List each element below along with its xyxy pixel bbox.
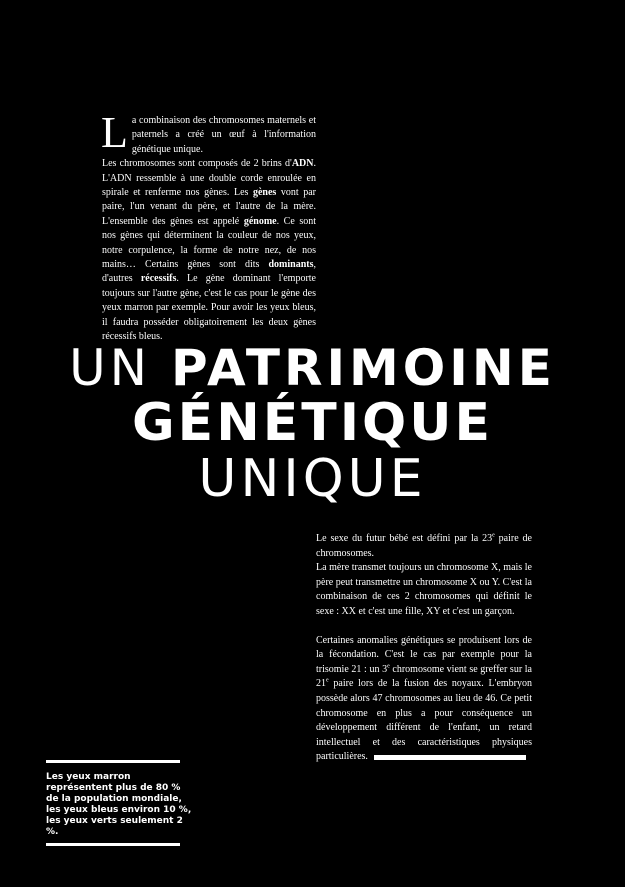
title-line-2: GÉNÉTIQUE bbox=[131, 393, 493, 453]
intro-second-paragraph bbox=[102, 157, 316, 344]
term-genes: gènes bbox=[252, 187, 277, 199]
superscript: e bbox=[387, 663, 390, 670]
intro-paragraph bbox=[101, 108, 317, 345]
right-column bbox=[316, 532, 532, 765]
intro-text-1: a combinaison des chromosomes maternels et paternels a créé un œuf à l'information génétique unique. bbox=[131, 115, 316, 155]
intro-first-paragraph bbox=[101, 108, 316, 157]
title-line-3: UNIQUE bbox=[198, 449, 427, 509]
right-text-3a: Certaines anomalies génétiques se produisent lors de la fécondation. C'est le cas par exemple pour la trisomie 21 : un 3 bbox=[316, 634, 532, 675]
paragraph-gap bbox=[316, 620, 532, 634]
title-word-un: UN bbox=[69, 339, 171, 397]
intro-text-2c: . L'ADN ressemble à une double corde enroulée en spirale et renferme nos gènes. Les bbox=[102, 158, 316, 199]
intro-text-2i: , d'autres bbox=[102, 259, 316, 285]
drop-cap: L bbox=[101, 108, 128, 157]
right-paragraph-3 bbox=[316, 634, 532, 765]
superscript: e bbox=[492, 532, 495, 539]
note-bottom-rule bbox=[46, 843, 180, 846]
right-text-1a: Le sexe du futur bébé est défini par la 23 bbox=[316, 533, 493, 544]
term-genome: génome bbox=[243, 215, 277, 227]
title-line-1 bbox=[0, 339, 625, 397]
side-note: Les yeux marron représentent plus de 80 % de la population mondiale, les yeux bleus environ 10 %, les yeux verts seulement 2 %. bbox=[46, 772, 192, 837]
intro-text-2g: . Ce sont nos gènes qui déterminent la couleur de nos yeux, notre corpulence, la forme de notre nez, de nos mains… Certains gènes sont dits bbox=[102, 215, 317, 271]
page-title bbox=[0, 339, 625, 509]
right-paragraph-1 bbox=[316, 532, 532, 561]
right-text-3b: chromosome vient se greffer sur la 21 bbox=[316, 663, 532, 690]
intro-text-2a: Les chromosomes sont composés de 2 brins d' bbox=[102, 158, 292, 170]
intro-text-2k: . Le gène dominant l'emporte toujours sur l'autre gène, c'est le cas pour le gène des yeux marron par exemple. Pour avoir les yeux bleus, il faudra posséder obligatoirement les deux gènes récessifs bleus. bbox=[102, 273, 316, 343]
superscript: e bbox=[326, 678, 329, 685]
right-text-3c: paire lors de la fusion des noyaux. L'embryon possède alors 47 chromosomes au lieu de 46. Ce petit chromosome en plus a pour conséquence un développement différent de l'enfant, un retard intellectuel et des caractéristiques physiques particulières. bbox=[316, 678, 532, 763]
title-word-patrimoine: PATRIMOINE bbox=[170, 339, 556, 397]
intro-text-2e: vont par paire, l'un venant du père, et l'autre de la mère. L'ensemble des gènes est appelé bbox=[102, 187, 316, 227]
term-dominants: dominants bbox=[268, 259, 314, 271]
note-top-rule bbox=[46, 760, 180, 763]
right-text-1b: paire de chromosomes. bbox=[316, 533, 532, 559]
right-paragraph-2: La mère transmet toujours un chromosome X, mais le père peut transmettre un chromosome X ou Y. C'est la combinaison de ces 2 chromosomes qui définit le sexe : XX et c'est une fille, XY et c'est un garçon. bbox=[316, 562, 532, 617]
term-recessifs: récessifs bbox=[140, 273, 177, 285]
end-bar bbox=[374, 755, 526, 760]
term-adn: ADN bbox=[291, 158, 314, 170]
